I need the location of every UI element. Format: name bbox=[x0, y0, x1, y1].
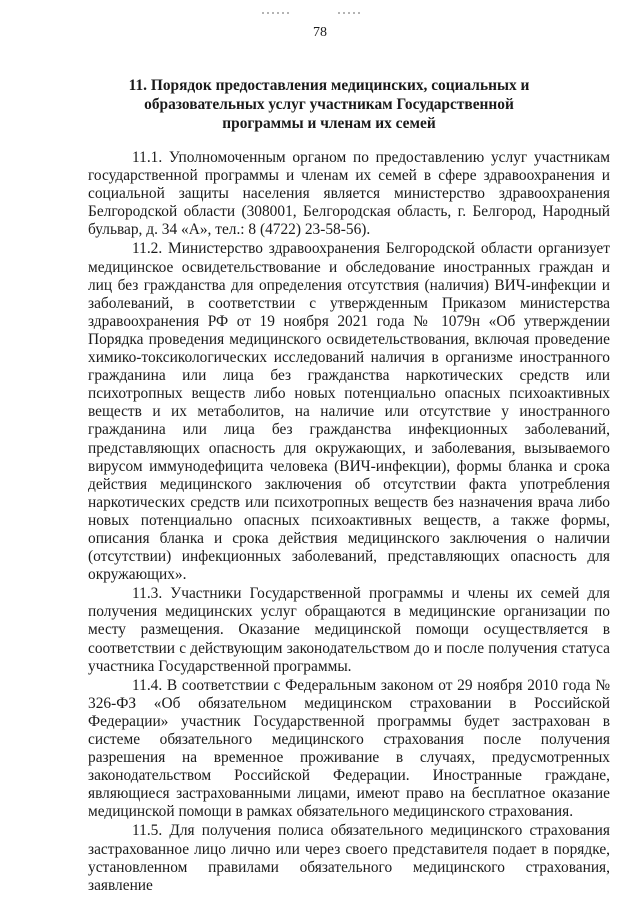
paragraph-11-4: 11.4. В соответствии с Федеральным законом от 29 ноября 2010 года № 326-ФЗ «Об обязательном медицинском страховании в Российской Федерации» участник Государственной программы будет застрахован в системе обязательного медицинского страхования после получения разрешения на временное проживание в случаях, предусмотренных законодательством Российской Федерации. Иностранные граждане, являющиеся застрахованными лицами, имеют право на бесплатное оказание медицинской помощи в рамках обязательного медицинского страхования. bbox=[88, 676, 610, 821]
paragraph-11-3: 11.3. Участники Государственной программы и члены их семей для получения медицинских услуг обращаются в медицинские организации по месту размещения. Оказание медицинской помощи осуществляется в соответствии с действующим законодательством до и после получения статуса участника Государственной программы. bbox=[88, 585, 610, 675]
section-heading: 11. Порядок предоставления медицинских, социальных и образовательных услуг участникам Государственной программы и членам их семей bbox=[128, 77, 530, 132]
scan-artifact bbox=[338, 4, 363, 12]
paragraph-11-1: 11.1. Уполномоченным органом по предоставлению услуг участникам государственной программы и членам их семей в сфере здравоохранения и социальной защиты населения является министерство здравоохранения Белгородской области (308001, Белгородская область, г. Белгород, Народный бульвар, д. 34 «А», тел.: 8 (4722) 23-58-56). bbox=[88, 149, 610, 239]
page-number: 78 bbox=[313, 25, 327, 40]
scan-artifact bbox=[262, 4, 292, 12]
paragraph-11-2: 11.2. Министерство здравоохранения Белгородской области организует медицинское освидетельствование и обследование иностранных граждан и лиц без гражданства для определения отсутствия (наличия) ВИЧ-инфекции и заболеваний, в соответствии с утвержденным Приказом министерства здравоохранения РФ от 19 ноября 2021 года № 1079н «Об утверждении Порядка проведения медицинского освидетельствования, включая проведение химико-токсикологических исследований наличия в организме иностранного гражданина или лица без гражданства наркотических средств или психотропных веществ либо новых потенциально опасных психоактивных веществ и их метаболитов, на наличие или отсутствие у иностранного гражданина или лица без гражданства инфекционных заболеваний, представляющих опасность для окружающих, и заболевания, вызываемого вирусом иммунодефицита человека (ВИЧ-инфекции), формы бланка и срока действия медицинского заключения об отсутствии факта употребления наркотических средств или психотропных веществ без назначения врача либо новых потенциально опасных психоактивных веществ, а также формы, описания бланка и срока действия медицинского заключения о наличии (отсутствии) инфекционных заболеваний, представляющих опасность для окружающих». bbox=[88, 240, 610, 584]
paragraph-11-5: 11.5. Для получения полиса обязательного медицинского страхования застрахованное лицо лично или через своего представителя подает в порядке, установленном правилами обязательного медицинского страхования, заявление bbox=[88, 822, 610, 894]
section-body bbox=[88, 149, 610, 895]
